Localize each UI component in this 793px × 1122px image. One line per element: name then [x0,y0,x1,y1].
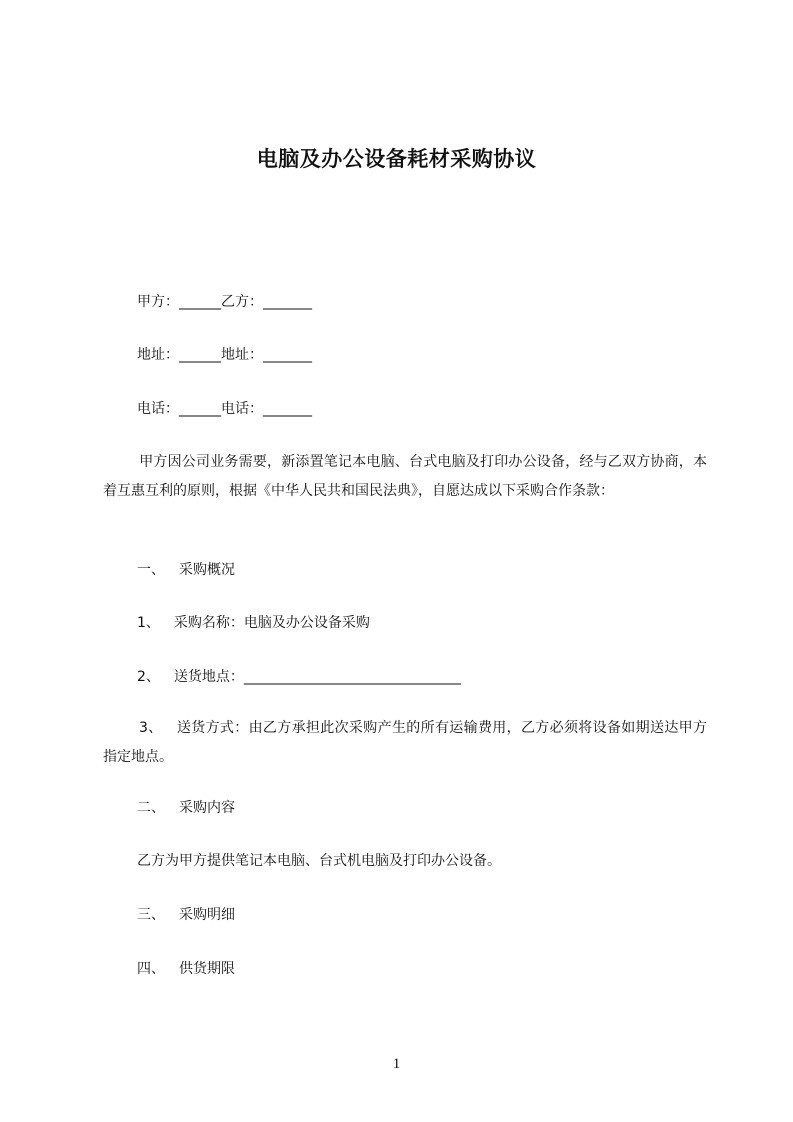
party-phone-line: 电话：______电话：_______ [137,401,312,417]
section-1-heading [137,560,235,580]
section-1-item-3 [103,714,707,772]
party-names-line: 甲方：______乙方：_______ [137,294,312,310]
item-number: 2、 [137,669,160,685]
section-4-heading [137,959,235,979]
section-number: 二、 [137,800,165,816]
section-3-heading [137,905,235,925]
document-title: 电脑及办公设备耗材采购协议 [256,147,537,171]
section-title: 供货期限 [179,961,235,977]
item-number: 1、 [137,615,160,631]
section-1-item-2 [137,667,461,687]
item-text: 采购名称：电脑及办公设备采购 [173,615,370,631]
item-text: 送货地点：_______________________________ [173,669,461,685]
section-2-body: 乙方为甲方提供笔记本电脑、台式机电脑及打印办公设备。 [137,853,501,869]
party-address-line: 地址：______地址：_______ [137,347,312,363]
page-number: 1 [392,1056,401,1072]
intro-text: 甲方因公司业务需要，新添置笔记本电脑、台式电脑及打印办公设备，经与乙双方协商，本着互惠互利的原则，根据《中华人民共和国民法典》，自愿达成以下采购合作条款： [103,454,707,499]
section-title: 采购概况 [179,562,235,578]
section-title: 采购明细 [179,907,235,923]
section-number: 三、 [137,907,165,923]
section-number: 一、 [137,562,165,578]
intro-paragraph [103,448,707,506]
section-number: 四、 [137,961,165,977]
section-1-item-1 [137,613,370,633]
section-title: 采购内容 [179,800,235,816]
item-text: 送货方式：由乙方承担此次采购产生的所有运输费用，乙方必须将设备如期送达甲方指定地点。 [103,720,707,765]
item-number: 3、 [139,720,163,736]
section-2-heading [137,798,235,818]
